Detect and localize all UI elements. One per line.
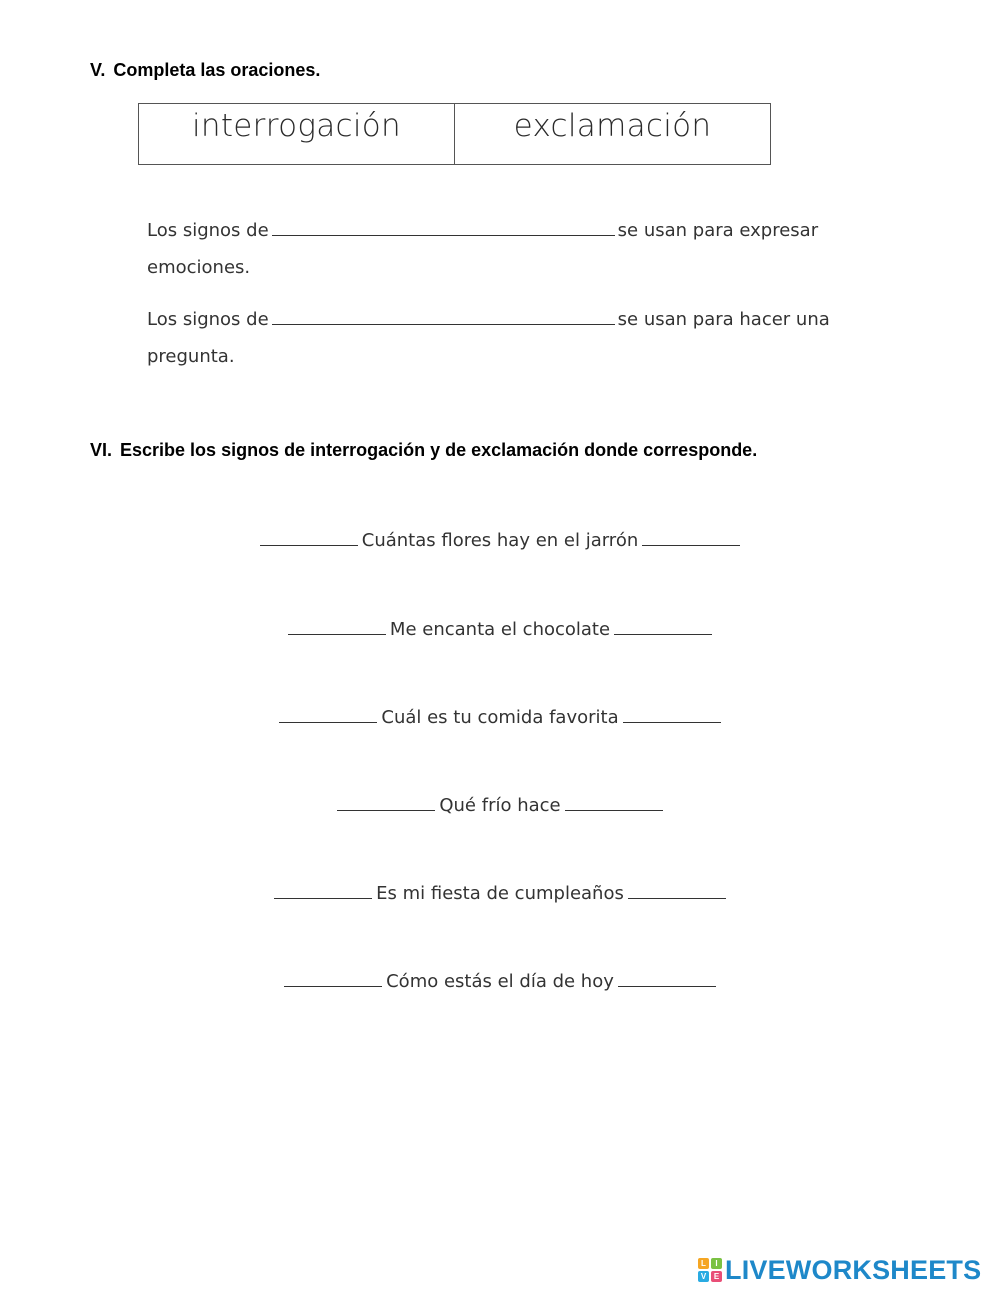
word-bank-cell: exclamación xyxy=(454,104,770,164)
opening-sign-blank[interactable] xyxy=(337,792,435,811)
sentence-start: Los signos de xyxy=(147,220,269,241)
section-v-title: Completa las oraciones. xyxy=(113,60,321,80)
exercise-text: Cuántas flores hay en el jarrón xyxy=(361,530,639,551)
answer-blank[interactable] xyxy=(272,304,615,325)
exercise-line xyxy=(0,880,1000,904)
logo-mark-square: I xyxy=(711,1258,722,1269)
opening-sign-blank[interactable] xyxy=(274,880,372,899)
closing-sign-blank[interactable] xyxy=(614,616,712,635)
section-vi-heading xyxy=(90,440,757,461)
exercise-line xyxy=(0,616,1000,640)
word-bank-table xyxy=(138,103,771,165)
exercise-line xyxy=(0,792,1000,816)
section-v-number: V. xyxy=(90,60,106,80)
section-vi-title: Escribe los signos de interrogación y de exclamación donde corresponde. xyxy=(120,440,758,460)
exercise-text: Cuál es tu comida favorita xyxy=(381,707,619,728)
logo-mark-square: V xyxy=(698,1271,709,1282)
exercise-line xyxy=(0,968,1000,992)
closing-sign-blank[interactable] xyxy=(565,792,663,811)
logo-mark-icon xyxy=(698,1258,722,1282)
exercise-line xyxy=(0,527,1000,551)
fill-sentence xyxy=(147,212,867,286)
exercise-text: Es mi fiesta de cumpleaños xyxy=(376,883,624,904)
word-bank-cell: interrogación xyxy=(191,108,402,144)
logo-mark-square: L xyxy=(698,1258,709,1269)
closing-sign-blank[interactable] xyxy=(623,704,721,723)
exercise-text: Me encanta el chocolate xyxy=(389,619,611,640)
exercise-text: Qué frío hace xyxy=(439,795,561,816)
section-vi-number: VI. xyxy=(90,440,113,460)
closing-sign-blank[interactable] xyxy=(618,968,716,987)
fill-sentence xyxy=(147,301,867,375)
exercise-line xyxy=(0,704,1000,728)
sentence-end: se usan para expresar emociones. xyxy=(147,220,819,278)
closing-sign-blank[interactable] xyxy=(642,527,740,546)
opening-sign-blank[interactable] xyxy=(260,527,358,546)
section-v-heading xyxy=(90,60,320,81)
exercise-text: Cómo estás el día de hoy xyxy=(386,971,614,992)
sentence-start: Los signos de xyxy=(147,309,269,330)
opening-sign-blank[interactable] xyxy=(279,704,377,723)
opening-sign-blank[interactable] xyxy=(284,968,382,987)
sentence-end: se usan para hacer una pregunta. xyxy=(147,309,830,367)
answer-blank[interactable] xyxy=(272,215,615,236)
liveworksheets-logo[interactable] xyxy=(698,1256,981,1284)
logo-mark-square: E xyxy=(711,1271,722,1282)
closing-sign-blank[interactable] xyxy=(628,880,726,899)
logo-text: LIVEWORKSHEETS xyxy=(725,1254,982,1285)
opening-sign-blank[interactable] xyxy=(288,616,386,635)
